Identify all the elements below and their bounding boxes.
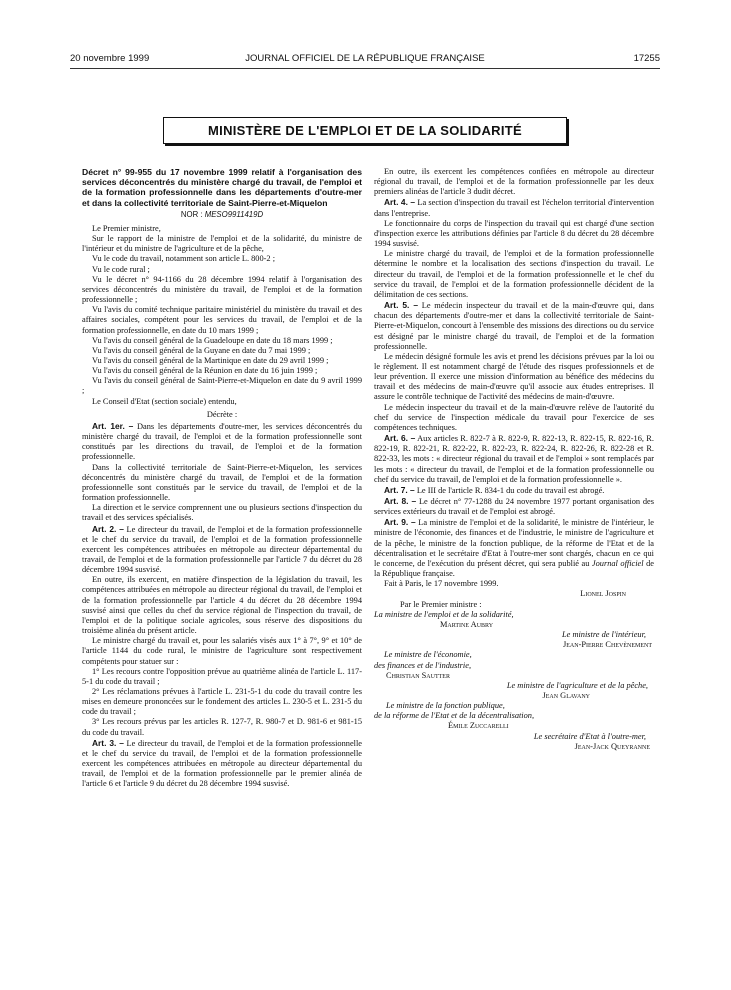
preamble-line: Le Premier ministre, <box>92 223 161 233</box>
article-9-text-end: de la République française. <box>374 558 654 579</box>
article-2-text: Le directeur du travail, de l'emploi et de la formation professionnelle et le chef du service du travail, de l'emploi et de la formation professionnelle exercent les compétences attribuées en métropole au directeur départemental du travail, de l'emploi et de la formation professionnelle par l'article 7 du décret du 28 décembre 1994 susvisé. <box>82 524 362 575</box>
preamble-line: Vu l'avis du conseil général de la Guadeloupe en date du 18 mars 1999 ; <box>92 335 333 345</box>
signatory-title-outre-mer: Le secrétaire d'Etat à l'outre-mer, <box>533 731 646 741</box>
signatory-title-emploi: La ministre de l'emploi et de la solidarité, <box>374 609 514 619</box>
article-4 <box>374 197 654 218</box>
ministry-heading: MINISTÈRE DE L'EMPLOI ET DE LA SOLIDARITÉ <box>163 117 567 144</box>
preamble-line: Vu l'avis du conseil général de la Martinique en date du 29 avril 1999 ; <box>92 356 329 365</box>
article-5-paragraph: Le médecin inspecteur du travail et de la main-d'œuvre relève de l'autorité du chef du service de l'inspection médicale du travail pour l'exercice de ses compétences techniques. <box>374 402 654 432</box>
article-7 <box>374 485 654 496</box>
page-header <box>70 53 660 67</box>
article-4-text: La section d'inspection du travail est l'échelon territorial d'intervention dans l'entreprise. <box>374 198 654 218</box>
article-5-paragraph: Le médecin désigné formule les avis et prend les décisions prévues par la loi ou le règlement. Il est notamment chargé de l'étude des risques professionnels et de leur prévention. Il exerce une mission d'information au bénéfice des médecins du travail et des médecins de main-d'œuvre qu'il associe aux études entreprises. Il assure le contrôle technique de l'activité des médecins de main-d'œuvre. <box>374 351 654 402</box>
preamble-line: Vu l'avis du conseil général de Saint-Pierre-et-Miquelon en date du 9 avril 1999 ; <box>82 376 362 396</box>
article-9 <box>374 517 654 579</box>
article-2-paragraph: En outre, ils exercent, en matière d'inspection de la législation du travail, les compétences attribuées en métropole au directeur régional du travail, de l'emploi et de la formation professionnelle par l'article 4 du décret du 28 décembre 1994 susvisé ainsi que celles du chef du service régional de l'inspection du travail, de l'emploi et de la politique sociale agricoles, sous réserve des dispositions du troisième alinéa du présent article. <box>82 575 362 636</box>
journal-officiel-mention: Journal officiel <box>591 558 644 568</box>
article-1-paragraph: La direction et le service comprennent une ou plusieurs sections d'inspection du travail et des services spécialisés. <box>82 503 362 523</box>
prime-minister-intro: Par le Premier ministre : <box>400 599 482 609</box>
signatory-name-fonction-publique: Émile Zuccarelli <box>448 721 509 731</box>
article-2-paragraph: 3° Les recours prévus par les articles R. 127-7, R. 980-7 et D. 981-6 et 981-15 du code du travail. <box>82 717 362 737</box>
preamble-line: Le Conseil d'Etat (section sociale) entendu, <box>92 396 237 406</box>
article-9-text: La ministre de l'emploi et de la solidarité, le ministre de l'intérieur, le ministre de l'économie, des finances et de l'industrie, le ministre de l'agriculture et de la pêche, le ministre de la fonction publique, de la réforme de l'Etat et de la décentralisation et le secrétaire d'Etat à l'outre-mer sont chargés, chacun en ce qui le concerne, de l'exécution du présent décret, qui sera publié au <box>374 518 654 568</box>
nor-label: NOR : <box>180 209 203 219</box>
article-5 <box>374 300 654 352</box>
article-3 <box>82 738 362 790</box>
article-5-text: Le médecin inspecteur du travail et de la main-d'œuvre qui, dans chacun des départements d'outre-mer et dans la collectivité territoriale de Saint-Pierre-et-Miquelon, concourt à l'ensemble des missions des directions ou du service est désigné par le ministre chargé du travail, de l'emploi et de la formation professionnelle. <box>374 301 654 351</box>
signatory-name-emploi: Martine Aubry <box>440 619 494 629</box>
header-date: 20 novembre 1999 <box>70 53 150 64</box>
signatory-name-economie: Christian Sautter <box>386 670 450 680</box>
preamble-line: Vu l'avis du comité technique paritaire ministériel du ministère du travail et des affaires sociales, compétent pour les services du travail, de l'emploi et de la formation professionnelle, en date du 10 mars 1999 ; <box>82 305 362 335</box>
article-1 <box>82 421 362 463</box>
preamble-line: Sur le rapport de la ministre de l'emploi et de la solidarité, du ministre de l'intérieur et du ministre de l'agriculture et de la pêche, <box>82 234 362 254</box>
article-1-text: Dans les départements d'outre-mer, les services déconcentrés du ministère chargé du travail, de l'emploi et de la formation professionnelle sont constitués par les directions du travail, de l'emploi et de la formation professionnelle. <box>82 421 362 462</box>
nor-reference <box>82 210 362 220</box>
signatory-title-fonction-publique: Le ministre de la fonction publique, <box>386 701 505 711</box>
article-3-text: Le directeur du travail, de l'emploi et de la formation professionnelle et le chef du service du travail, de l'emploi et de la formation professionnelle exercent les compétences attribuées en métropole au directeur départemental du travail, de l'emploi et de la formation professionnelle par le premier alinéa de l'article 6 et l'article 9 du décret du 28 décembre 1994 susvisé. <box>82 738 362 789</box>
left-column <box>82 167 362 790</box>
preamble-line: Vu l'avis du conseil général de la Guyane en date du 7 mai 1999 ; <box>92 345 311 355</box>
decrete-heading: Décrète : <box>206 409 238 419</box>
article-6-label: Art. 6. – <box>384 433 416 444</box>
decree-title: Décret n° 99-955 du 17 novembre 1999 relatif à l'organisation des services déconcentrés du ministère chargé du travail, de l'emploi et de la formation professionnelle dans les départements d'outre-mer et dans la collectivité territoriale de Saint-Pierre-et-Miquelon <box>82 167 362 208</box>
right-column <box>374 167 654 752</box>
prime-minister-name: Lionel Jospin <box>580 589 626 599</box>
preamble-line: Vu le code du travail, notamment son article L. 800-2 ; <box>92 254 276 264</box>
article-2-label: Art. 2. – <box>92 523 124 534</box>
header-rule <box>70 68 660 69</box>
article-1-label: Art. 1er. – <box>92 420 134 431</box>
article-6 <box>374 433 654 485</box>
article-4-label: Art. 4. – <box>384 197 416 208</box>
signatory-title-economie-2: des finances et de l'industrie, <box>374 660 472 670</box>
article-2-paragraph: Le ministre chargé du travail et, pour les salariés visés aux 1° à 7°, 9° et 10° de l'article 1144 du code rural, le ministre de l'agriculture sont respectivement compétents pour statuer sur : <box>82 636 362 666</box>
signatory-title-agriculture: Le ministre de l'agriculture et de la pêche, <box>506 680 648 690</box>
article-8 <box>374 496 654 517</box>
header-journal-title: JOURNAL OFFICIEL DE LA RÉPUBLIQUE FRANÇAISE <box>245 53 485 64</box>
article-6-text: Aux articles R. 822-7 à R. 822-9, R. 822-13, R. 822-15, R. 822-16, R. 822-19, R. 822-21, R. 822-22, R. 822-23, R. 822-24, R. 822-26, R. 822-28 et R. 822-33, les mots : « directeur régional du travail et de l'emploi » sont remplacés par les mots : « directeur du travail, de l'emploi et de la formation professionnelle ou chef du service du travail, de l'emploi et de la formation professionnelle ». <box>374 434 654 484</box>
article-9-label: Art. 9. – <box>384 517 416 528</box>
article-8-text: Le décret n° 77-1288 du 24 novembre 1977 portant organisation des services extérieurs du travail et de l'emploi est abrogé. <box>374 497 654 517</box>
preamble-line: Vu l'avis du conseil général de la Réunion en date du 16 juin 1999 ; <box>92 366 318 376</box>
preamble-line: Vu le décret n° 94-1166 du 28 décembre 1994 relatif à l'organisation des services déconcentrés du ministère du travail, de l'emploi et de la formation professionnelle ; <box>82 274 362 305</box>
article-4-paragraph: Le ministre chargé du travail, de l'emploi et de la formation professionnelle détermine le nombre et la localisation des sections d'inspection du travail. Le directeur du travail, de l'emploi et de la formation professionnelle et le chef du service du travail, de l'emploi et de la formation professionnelle décident de la délimitation de ces sections. <box>374 249 654 299</box>
article-2-paragraph: 1° Les recours contre l'opposition prévue au quatrième alinéa de l'article L. 117-5-1 du code du travail ; <box>82 666 362 686</box>
article-2 <box>82 524 362 576</box>
signature-date: Fait à Paris, le 17 novembre 1999. <box>384 579 499 589</box>
nor-code: MESO9911419D <box>204 209 264 219</box>
article-7-label: Art. 7. – <box>384 484 415 495</box>
article-8-label: Art. 8. – <box>384 496 417 506</box>
article-2-paragraph: 2° Les réclamations prévues à l'article L. 231-5-1 du code du travail contre les mises en demeure prononcées sur le fondement des articles L. 230-5 et L. 231-5 du code du travail ; <box>82 687 362 717</box>
preamble-line: Vu le code rural ; <box>92 264 150 274</box>
signatory-name-outre-mer: Jean-Jack Queyranne <box>574 741 650 751</box>
signatory-title-fonction-publique-2: de la réforme de l'Etat et de la décentralisation, <box>374 711 535 721</box>
signatory-name-interieur: Jean-Pierre Chevènement <box>563 640 652 650</box>
header-page-number: 17255 <box>633 53 660 64</box>
article-3-paragraph: En outre, ils exercent les compétences confiées en métropole au directeur régional du travail, de l'emploi et de la formation professionnelle par les deux premiers alinéas de l'article 3 dudit décret. <box>374 167 654 197</box>
article-4-paragraph: Le fonctionnaire du corps de l'inspection du travail qui est chargé d'une section d'inspection exerce les attributions définies par l'article 8 du décret du 28 décembre 1994 susvisé. <box>374 218 654 249</box>
article-7-text: Le III de l'article R. 834-1 du code du travail est abrogé. <box>416 485 605 495</box>
signatory-name-agriculture: Jean Glavany <box>542 690 590 700</box>
article-1-paragraph: Dans la collectivité territoriale de Saint-Pierre-et-Miquelon, les services déconcentrés du ministère chargé du travail, de l'emploi et de la formation professionnelle sont constitués par le service du travail, de l'emploi et de la formation professionnelle. <box>82 462 362 503</box>
signatory-title-economie: Le ministre de l'économie, <box>384 650 472 660</box>
signatory-title-interieur: Le ministre de l'intérieur, <box>562 630 646 640</box>
article-3-label: Art. 3. – <box>92 737 124 748</box>
article-5-label: Art. 5. – <box>384 300 419 311</box>
